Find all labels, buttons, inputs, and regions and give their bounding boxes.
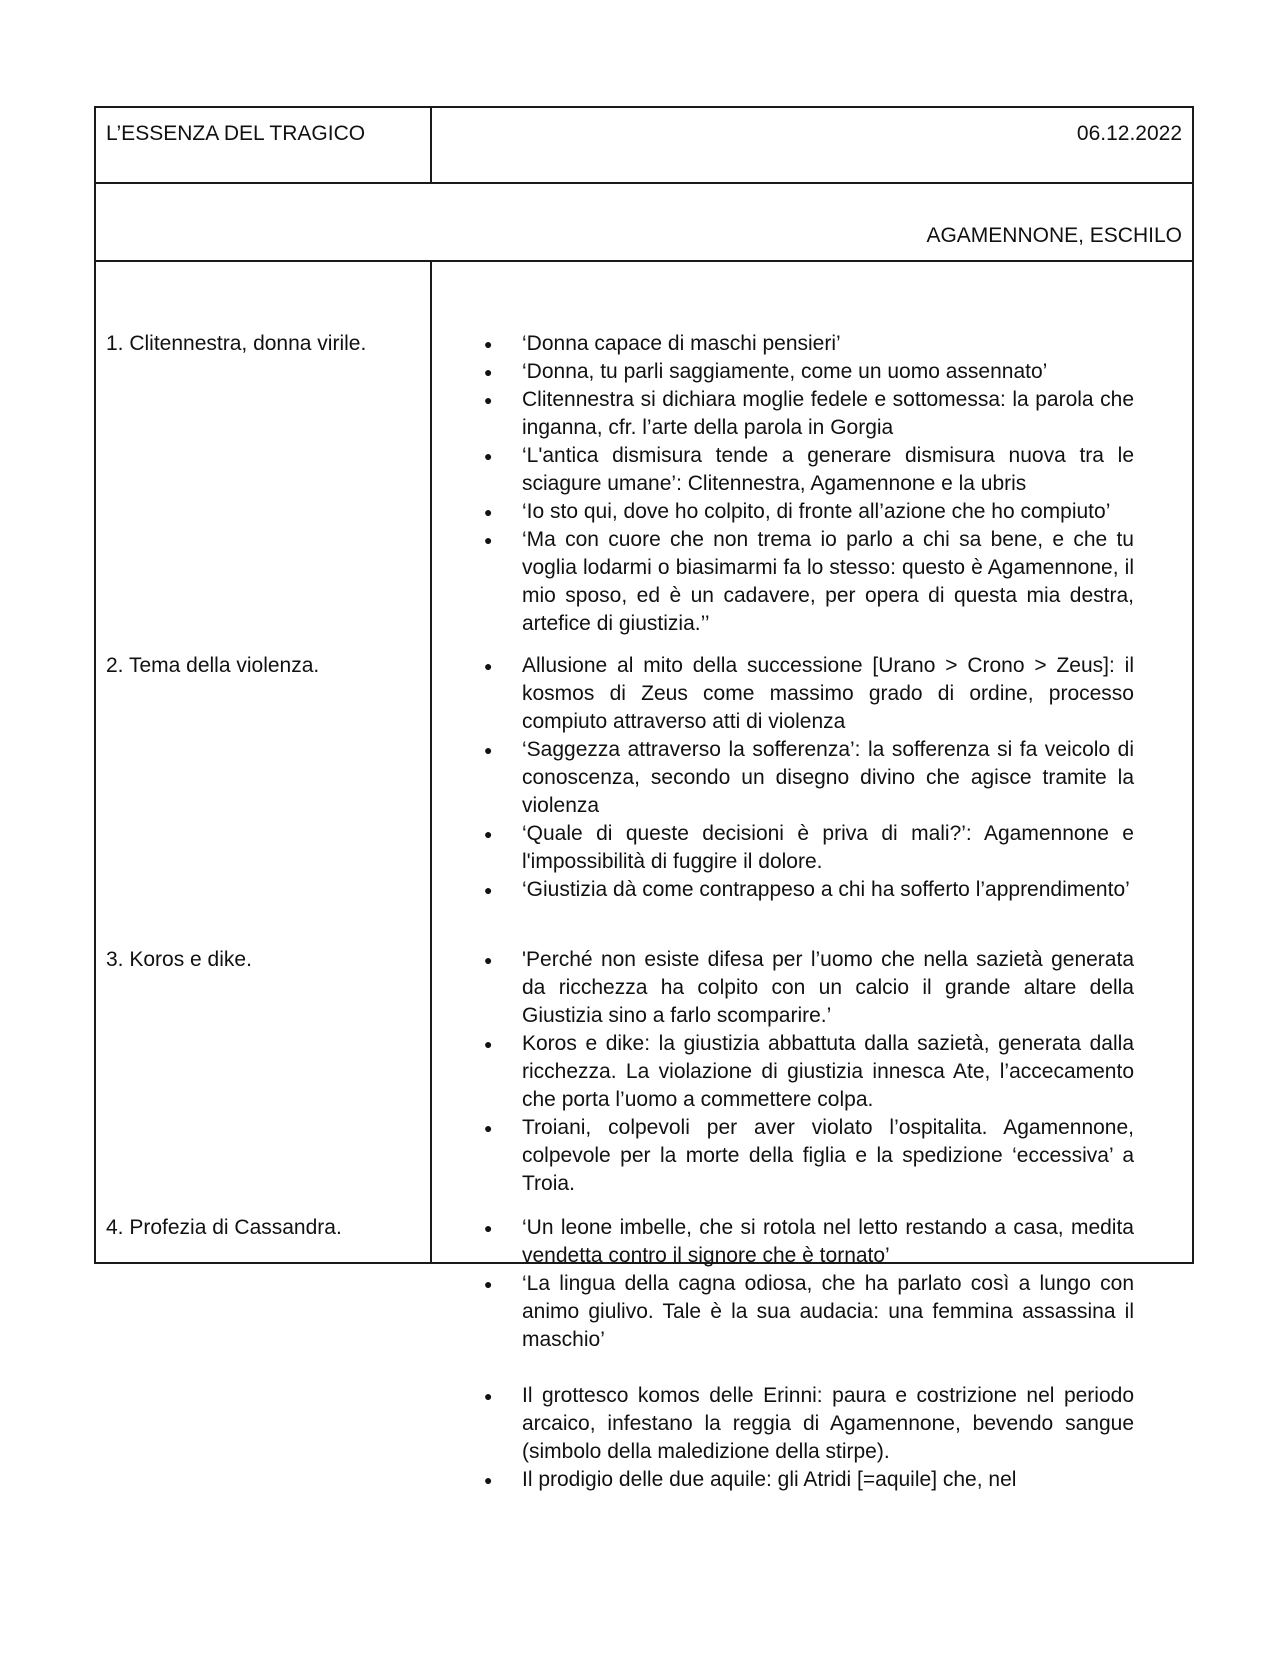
bullet-icon: ● xyxy=(484,1120,493,1136)
bullet-icon: ● xyxy=(484,364,493,380)
section-notes-list xyxy=(484,946,1134,1198)
bullet-icon: ● xyxy=(484,952,493,968)
list-item: ● ‘L'antica dismisura tende a generare dismisura nuova tra le sciagure umane’: Clitennestra, Agamennone e la ubris xyxy=(484,444,1134,495)
list-item: ● ‘La lingua della cagna odiosa, che ha parlato così a lungo con animo giulivo. Tale è la sua audacia: una femmina assassina il maschio’ xyxy=(484,1272,1134,1351)
list-item: ● Troiani, colpevoli per aver violato l’ospitalita. Agamennone, colpevole per la morte della figlia e la spedizione ‘eccessiva’ a Troia. xyxy=(484,1116,1134,1195)
list-item: ● ‘Donna capace di maschi pensieri’ xyxy=(484,330,1134,358)
list-item: ● ‘Un leone imbelle, che si rotola nel letto restando a casa, medita vendetta contro il signore che è tornato’ xyxy=(484,1216,1134,1267)
section-label: 1. Clitennestra, donna virile. xyxy=(106,332,367,355)
bullet-icon: ● xyxy=(484,882,493,898)
bullet-icon: ● xyxy=(484,532,493,548)
work-row xyxy=(95,183,1193,261)
section-notes-list xyxy=(484,652,1134,904)
list-item: ● ‘Ma con cuore che non trema io parlo a chi sa bene, e che tu voglia lodarmi o biasimarmi fa lo stesso: questo è Agamennone, il mio sposo, ed è un cadavere, per opera di questa mia destra, artefice di giustizia.’’ xyxy=(484,528,1134,635)
list-item: ● Clitennestra si dichiara moglie fedele e sottomessa: la parola che inganna, cfr. l’arte della parola in Gorgia xyxy=(484,388,1134,439)
bullet-icon: ● xyxy=(484,448,493,464)
list-item: ● Allusione al mito della successione [Urano > Crono > Zeus]: il kosmos di Zeus come massimo grado di ordine, processo compiuto attraverso atti di violenza xyxy=(484,654,1134,733)
bullet-icon: ● xyxy=(484,826,493,842)
list-item: ● Il grottesco komos delle Erinni: paura e costrizione nel periodo arcaico, infestano la reggia di Agamennone, bevendo sangue (simbolo della maledizione della stirpe). xyxy=(484,1384,1134,1463)
section-label: 3. Koros e dike. xyxy=(106,948,252,971)
bullet-icon: ● xyxy=(484,336,493,352)
section-notes-column xyxy=(431,261,1193,1491)
section-label: 4. Profezia di Cassandra. xyxy=(106,1216,342,1239)
bullet-icon: ● xyxy=(484,1220,493,1236)
bullet-icon: ● xyxy=(484,1036,493,1052)
list-item: ● Koros e dike: la giustizia abbattuta dalla sazietà, generata dalla ricchezza. La violazione di giustizia innesca Ate, l’accecamento che porta l’uomo a commettere colpa. xyxy=(484,1032,1134,1111)
section-label: 2. Tema della violenza. xyxy=(106,654,320,677)
header-row xyxy=(95,107,1193,183)
list-item: ● ‘Saggezza attraverso la sofferenza’: la sofferenza si fa veicolo di conoscenza, secondo un disegno divino che agisce tramite la violenza xyxy=(484,738,1134,817)
list-item: ● Il prodigio delle due aquile: gli Atridi [=aquile] che, nel xyxy=(484,1466,1134,1494)
bullet-icon: ● xyxy=(484,658,493,674)
list-item: ● ‘Quale di queste decisioni è priva di mali?’: Agamennone e l'impossibilità di fuggire il dolore. xyxy=(484,822,1134,873)
list-item: ● ‘Giustizia dà come contrappeso a chi ha sofferto l’apprendimento’ xyxy=(484,876,1134,904)
list-item: ● ‘Donna, tu parli saggiamente, come un uomo assennato’ xyxy=(484,358,1134,386)
bullet-icon: ● xyxy=(484,1388,493,1404)
content-row xyxy=(95,261,1193,1263)
bullet-icon: ● xyxy=(484,504,493,520)
section-labels-column xyxy=(95,261,431,1263)
bullet-icon: ● xyxy=(484,1276,493,1292)
section-notes-list xyxy=(484,1214,1134,1494)
bullet-icon: ● xyxy=(484,392,493,408)
list-item: ● 'Perché non esiste difesa per l’uomo che nella sazietà generata da ricchezza ha colpito con un calcio il grande altare della Giustizia sino a farlo scomparire.’ xyxy=(484,948,1134,1027)
document-title: L’ESSENZA DEL TRAGICO xyxy=(95,107,431,183)
list-spacer xyxy=(484,1354,1134,1382)
list-item: ● ‘Io sto qui, dove ho colpito, di fronte all’azione che ho compiuto’ xyxy=(484,498,1134,526)
document-date: 06.12.2022 xyxy=(431,107,1193,183)
work-title: AGAMENNONE, ESCHILO xyxy=(95,183,1193,261)
bullet-icon: ● xyxy=(484,742,493,758)
notes-table xyxy=(94,106,1194,1491)
bullet-icon: ● xyxy=(484,1472,493,1488)
section-notes-list xyxy=(484,330,1134,638)
